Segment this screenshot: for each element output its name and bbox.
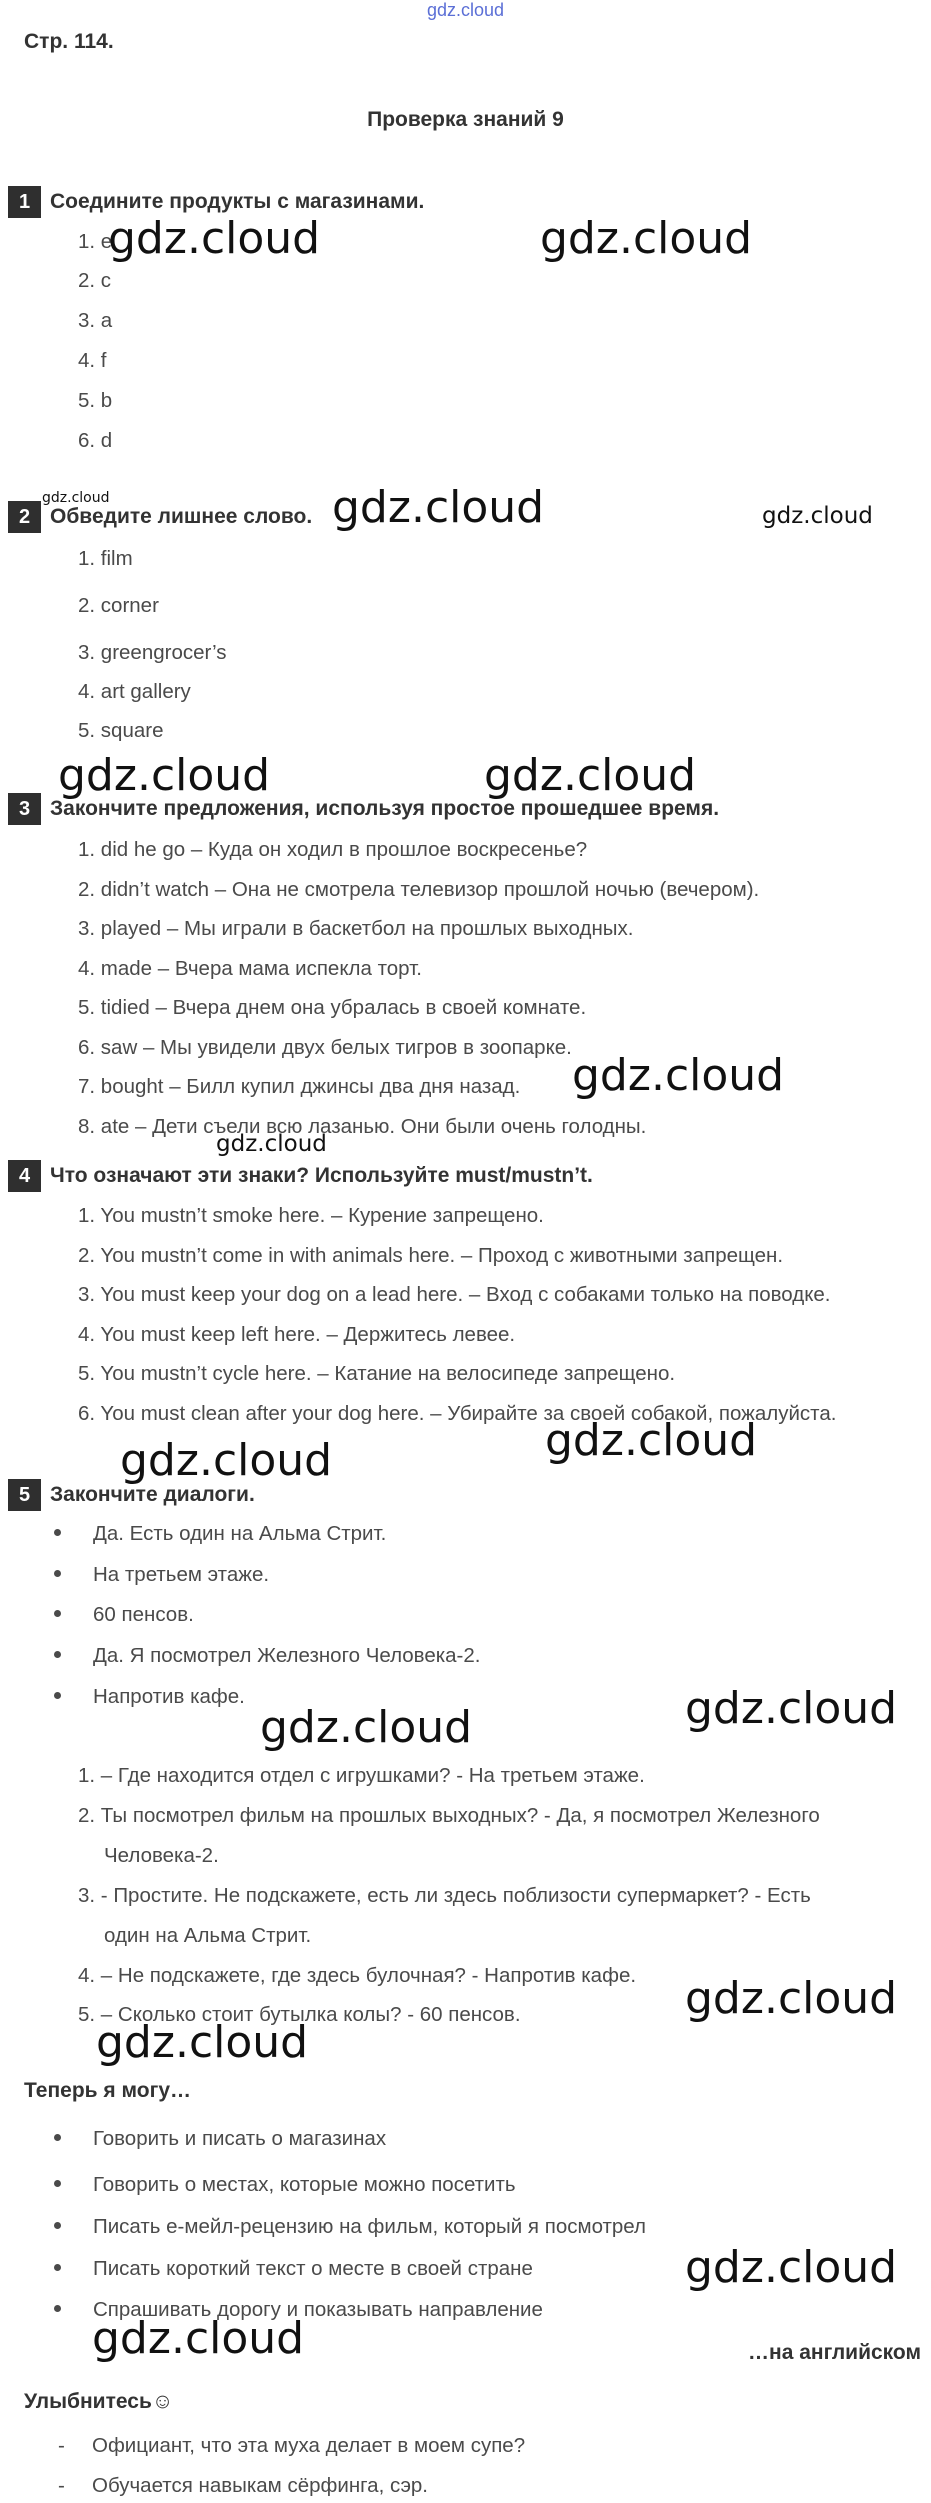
bullet-icon [54, 2222, 61, 2229]
top-watermark: gdz.cloud [426, 0, 505, 20]
list-item: - Официант, что эта муха делает в моем супе? [58, 2434, 526, 2457]
watermark: gdz.cloud [572, 1050, 785, 1101]
watermark: gdz.cloud [42, 490, 110, 506]
can-do-heading: Теперь я могу… [24, 2079, 191, 2102]
section-heading: Закончите предложения, используя простое прошедшее время. [50, 797, 720, 820]
list-item: 5. square [78, 719, 164, 742]
list-item: 3. greengrocer’s [78, 641, 227, 664]
section-number-badge: 5 [8, 1479, 41, 1511]
bullet-icon [54, 2305, 61, 2312]
list-item: 1. You mustn’t smoke here. – Курение запрещено. [78, 1204, 544, 1227]
section-number-badge: 4 [8, 1160, 41, 1192]
watermark: gdz.cloud [216, 1131, 327, 1157]
section-heading: Что означают эти знаки? Используйте must/mustn’t. [50, 1164, 593, 1187]
section-number-badge: 1 [8, 186, 41, 218]
watermark: gdz.cloud [685, 2242, 898, 2293]
list-item: Напротив кафе. [54, 1685, 245, 1709]
page-number: Стр. 114. [24, 30, 114, 53]
list-item: 6. d [78, 429, 113, 452]
list-item-continuation: один на Альма Стрит. [104, 1924, 312, 1947]
watermark: gdz.cloud [332, 482, 545, 533]
list-item: 1. – Где находится отдел с игрушками? - На третьем этаже. [78, 1764, 645, 1787]
watermark: gdz.cloud [92, 2313, 305, 2364]
list-item: На третьем этаже. [54, 1563, 269, 1587]
list-item: 2. You mustn’t come in with animals here. – Проход с животными запрещен. [78, 1244, 784, 1267]
list-item: Писать короткий текст о месте в своей стране [54, 2257, 533, 2281]
list-item: 6. saw – Мы увидели двух белых тигров в зоопарке. [78, 1036, 572, 1059]
list-item: Писать е-мейл-рецензию на фильм, который я посмотрел [54, 2215, 646, 2239]
section-heading: Соедините продукты с магазинами. [50, 190, 425, 213]
bullet-icon [54, 1570, 61, 1577]
list-item: 3. a [78, 309, 113, 332]
list-item: Говорить и писать о магазинах [54, 2127, 386, 2151]
bullet-icon [54, 2264, 61, 2271]
bullet-icon [54, 1651, 61, 1658]
list-item: 60 пенсов. [54, 1603, 194, 1627]
section-4-header [8, 1159, 593, 1193]
list-item: 4. made – Вчера мама испекла торт. [78, 957, 422, 980]
list-item: 2. corner [78, 594, 159, 617]
list-item: 8. ate – Дети съели всю лазанью. Они были очень голодны. [78, 1115, 647, 1138]
bullet-icon [54, 2134, 61, 2141]
bullet-icon [54, 1529, 61, 1536]
list-item: Да. Я посмотрел Железного Человека-2. [54, 1644, 480, 1668]
list-item: 5. tidied – Вчера днем она убралась в своей комнате. [78, 996, 587, 1019]
list-item: 4. art gallery [78, 680, 191, 703]
section-number-badge: 3 [8, 793, 41, 825]
section-number-badge: 2 [8, 501, 41, 533]
list-item: 5. b [78, 389, 113, 412]
list-item: 2. didn’t watch – Она не смотрела телевизор прошлой ночью (вечером). [78, 878, 760, 901]
watermark: gdz.cloud [540, 213, 753, 264]
bullet-icon [54, 1610, 61, 1617]
watermark: gdz.cloud [685, 1683, 898, 1734]
list-item: 3. - Простите. Не подскажете, есть ли здесь поблизости супермаркет? - Есть [78, 1884, 811, 1907]
list-item: Говорить о местах, которые можно посетить [54, 2173, 516, 2197]
watermark: gdz.cloud [96, 2017, 309, 2068]
list-item: 4. You must keep left here. – Держитесь левее. [78, 1323, 516, 1346]
list-item: 4. f [78, 349, 107, 372]
list-item: 4. – Не подскажете, где здесь булочная? - Напротив кафе. [78, 1964, 637, 1987]
list-item: Да. Есть один на Альма Стрит. [54, 1522, 386, 1546]
bullet-icon [54, 1692, 61, 1699]
list-item: 5. You mustn’t cycle here. – Катание на велосипеде запрещено. [78, 1362, 676, 1385]
list-item: - Обучается навыкам сёрфинга, сэр. [58, 2474, 428, 2497]
list-item: 5. – Сколько стоит бутылка колы? - 60 пенсов. [78, 2003, 521, 2026]
list-item: Спрашивать дорогу и показывать направление [54, 2298, 543, 2322]
smile-heading: Улыбнитесь☺ [24, 2390, 174, 2413]
watermark: gdz.cloud [484, 750, 697, 801]
watermark: gdz.cloud [545, 1415, 758, 1466]
dash-icon: - [58, 2474, 65, 2497]
watermark: gdz.cloud [58, 750, 271, 801]
bullet-icon [54, 2180, 61, 2187]
watermark: gdz.cloud [120, 1435, 333, 1486]
watermark: gdz.cloud [762, 503, 873, 529]
list-item: 1. e [78, 230, 113, 253]
list-item: 2. Ты посмотрел фильм на прошлых выходных? - Да, я посмотрел Железного [78, 1804, 820, 1827]
page-title: Проверка знаний 9 [367, 108, 564, 131]
list-item: 1. did he go – Куда он ходил в прошлое воскресенье? [78, 838, 588, 861]
section-heading: Закончите диалоги. [50, 1483, 255, 1506]
watermark: gdz.cloud [260, 1702, 473, 1753]
section-heading: Обведите лишнее слово. [50, 505, 313, 528]
watermark: gdz.cloud [108, 213, 321, 264]
dash-icon: - [58, 2434, 65, 2457]
list-item: 7. bought – Билл купил джинсы два дня назад. [78, 1075, 521, 1098]
list-item: 3. You must keep your dog on a lead here. – Вход с собаками только на поводке. [78, 1283, 831, 1306]
list-item-continuation: Человека-2. [104, 1844, 219, 1867]
list-item: 3. played – Мы играли в баскетбол на прошлых выходных. [78, 917, 634, 940]
list-item: 6. You must clean after your dog here. – Убирайте за своей собакой, пожалуйста. [78, 1402, 837, 1425]
list-item: 2. c [78, 269, 112, 292]
can-do-suffix: …на английском [748, 2341, 921, 2364]
list-item: 1. film [78, 547, 133, 570]
watermark: gdz.cloud [685, 1973, 898, 2024]
